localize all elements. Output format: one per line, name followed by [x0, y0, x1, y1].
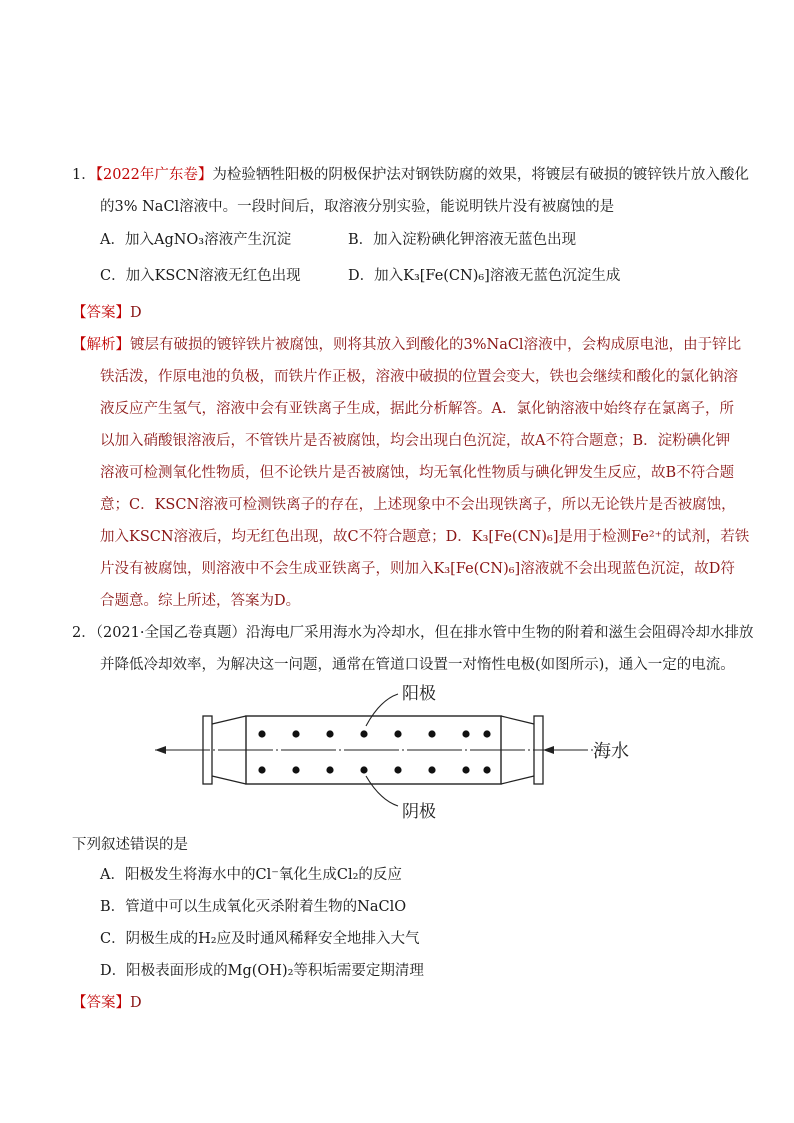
q2-stem-line2: 并降低冷却效率，为解决这一问题，通常在管道口设置一对惰性电极(如图所示)，通入一定的电流。: [100, 657, 735, 673]
flow-arrowhead-left: [155, 746, 166, 754]
seawater-label: 海水: [593, 741, 629, 762]
cathode-dots: [258, 766, 490, 773]
cathode-label: 阴极: [402, 802, 436, 822]
q2-option-a: A．阳极发生将海水中的Cl⁻氧化生成Cl₂的反应: [100, 867, 402, 883]
q1-stem-line2: 的3% NaCl溶液中。一段时间后，取溶液分别实验，能说明铁片没有被腐蚀的是: [100, 199, 615, 215]
q2-answer: [72, 993, 142, 1013]
q1-answer-value: D: [130, 305, 142, 321]
flow-arrowhead-right: [543, 746, 554, 754]
q1-stem: 为检验牺牲阳极的阴极保护法对钢铁防腐的效果，将镀层有破损的镀锌铁片放入酸化: [212, 167, 749, 183]
q1-option-d: D．加入K₃[Fe(CN)₆]溶液无蓝色沉淀生成: [348, 268, 621, 284]
q1-analysis-line3: 液反应产生氢气，溶液中会有亚铁离子生成，据此分析解答。A．氯化钠溶液中始终存在氯离子，所: [100, 401, 734, 417]
q1-analysis-line5: 溶液可检测氧化性物质，但不论铁片是否被腐蚀，均无氧化性物质与碘化钾发生反应，故B不符合题: [100, 465, 735, 481]
q1-option-b: B．加入淀粉碘化钾溶液无蓝色出现: [348, 232, 577, 248]
q1-analysis-line1: [72, 335, 741, 355]
q2-option-c: C．阴极生成的H₂应及时通风稀释安全地排入大气: [100, 931, 420, 947]
electrode-pipe-diagram: [0, 678, 794, 828]
q1-analysis-line4: 以加入硝酸银溶液后，不管铁片是否被腐蚀，均会出现白色沉淀，故A不符合题意；B．淀粉碘化钾: [100, 433, 731, 449]
q1-analysis-line7: 加入KSCN溶液后，均无红色出现，故C不符合题意；D．K₃[Fe(CN)₆]是用于检测Fe²⁺的试剂，若铁: [100, 529, 750, 545]
q2-source-tag: （2021·全国乙卷真题）: [95, 625, 246, 641]
anode-dots: [258, 730, 490, 737]
q1-number: 1．: [72, 167, 96, 183]
q1-analysis-text: 镀层有破损的镀锌铁片被腐蚀，则将其放入到酸化的3%NaCl溶液中，会构成原电池，由于锌比: [130, 337, 742, 353]
q2-option-b: B．管道中可以生成氧化灭杀附着生物的NaClO: [100, 899, 407, 915]
q2-number: 2．: [72, 625, 96, 641]
q2-prompt: 下列叙述错误的是: [72, 837, 188, 853]
q1-source-tag: 【2022年广东卷】: [95, 167, 213, 183]
q1-option-c: C．加入KSCN溶液无红色出现: [100, 268, 301, 284]
q1-analysis-line2: 铁活泼，作原电池的负极，而铁片作正极，溶液中破损的位置会变大，铁也会继续和酸化的氯化钠溶: [100, 369, 738, 385]
q2-stem: 沿海电厂采用海水为冷却水，但在排水管中生物的附着和滋生会阻碍冷却水排放: [246, 625, 754, 641]
q1-analysis-label: 【解析】: [72, 337, 130, 353]
q2-answer-label: 【答案】: [72, 995, 130, 1011]
q1-answer: [72, 303, 142, 323]
q1-stem-line1: [72, 165, 749, 185]
anode-label: 阳极: [402, 684, 436, 704]
q1-answer-label: 【答案】: [72, 305, 130, 321]
anode-pointer: [366, 694, 398, 726]
cathode-pointer: [366, 776, 398, 806]
q1-option-a: A．加入AgNO₃溶液产生沉淀: [100, 232, 292, 248]
q1-analysis-line8: 片没有被腐蚀，则溶液中不会生成亚铁离子，则加入K₃[Fe(CN)₆]溶液就不会出现蓝色沉淀，故D符: [100, 561, 735, 577]
q2-option-d: D．阳极表面形成的Mg(OH)₂等积垢需要定期清理: [100, 963, 424, 979]
q1-analysis-line9: 合题意。综上所述，答案为D。: [100, 593, 301, 609]
q2-answer-value: D: [130, 995, 142, 1011]
q1-analysis-line6: 意；C．KSCN溶液可检测铁离子的存在，上述现象中不会出现铁离子，所以无论铁片是否被腐蚀，: [100, 497, 736, 513]
q2-stem-line1: [72, 623, 754, 643]
